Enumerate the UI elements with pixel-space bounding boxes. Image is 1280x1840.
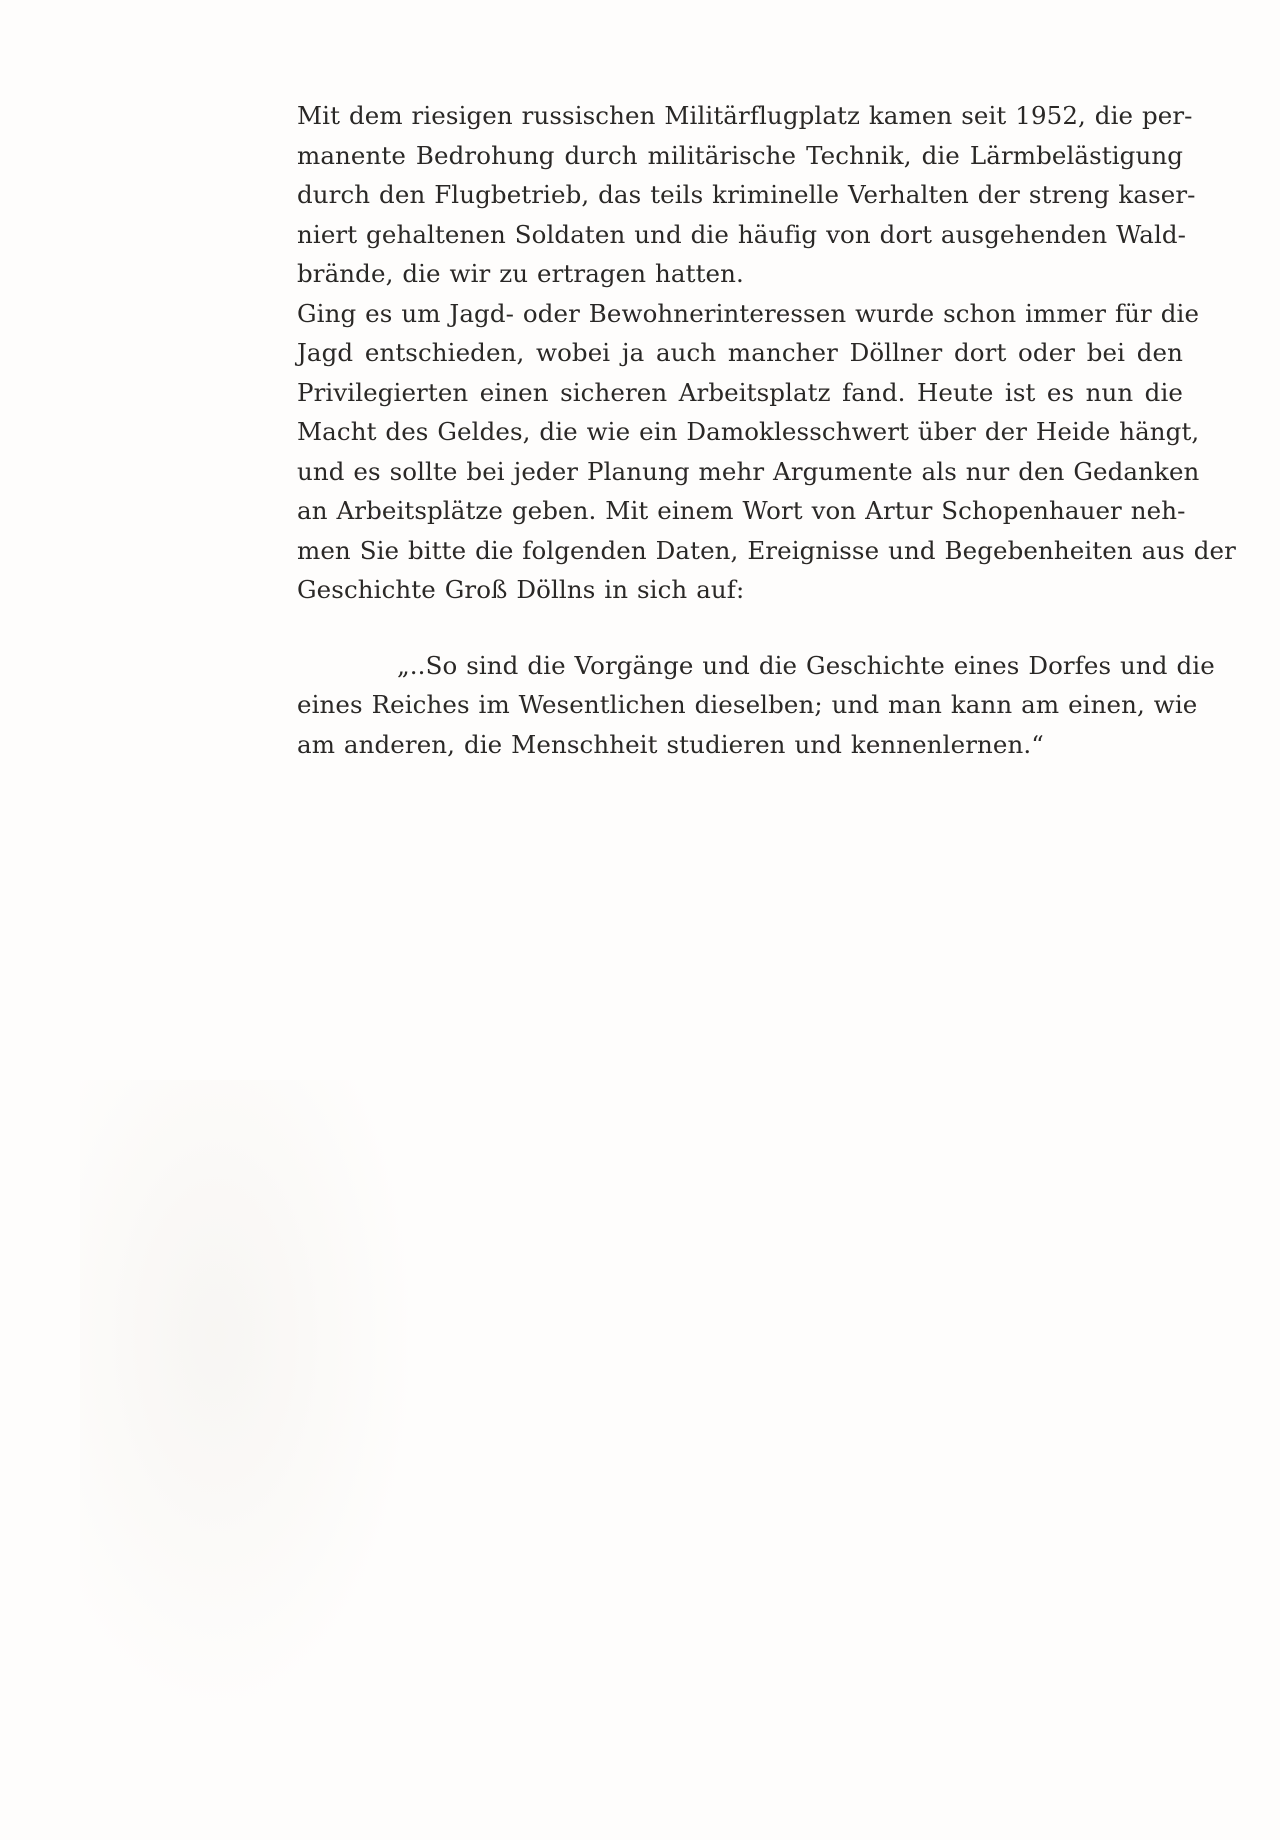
paragraph-airfield bbox=[297, 96, 1196, 294]
text-line: manente Bedrohung durch militärische Technik, die Lärmbelästigung bbox=[297, 140, 1183, 170]
text-line: Mit dem riesigen russischen Militärflugplatz kamen seit 1952, die per- bbox=[297, 101, 1193, 130]
text-line: brände, die wir zu ertragen hatten. bbox=[297, 259, 744, 288]
text-line: niert gehaltenen Soldaten und die häufig von dort ausgehenden Wald- bbox=[297, 219, 1187, 249]
text-line: Geschichte Groß Döllns in sich auf: bbox=[297, 575, 745, 604]
text-line: men Sie bitte die folgenden Daten, Ereignisse und Begebenheiten aus der bbox=[297, 535, 1236, 565]
text-line: und es sollte bei jeder Planung mehr Argumente als nur den Gedanken bbox=[297, 456, 1200, 486]
quote-line: eines Reiches im Wesentlichen dieselben; und man kann am einen, wie bbox=[297, 690, 1198, 719]
text-line: Macht des Geldes, die wie ein Damoklesschwert über der Heide hängt, bbox=[297, 417, 1200, 446]
paper-show-through bbox=[80, 1080, 420, 1720]
text-line: Jagd entschieden, wobei ja auch mancher Döllner dort oder bei den bbox=[297, 338, 1183, 367]
paragraph-spacer bbox=[297, 610, 1183, 646]
quote-line: am anderen, die Menschheit studieren und kennenlernen.“ bbox=[297, 729, 1044, 759]
schopenhauer-quote bbox=[297, 646, 1215, 765]
text-line: an Arbeitsplätze geben. Mit einem Wort von Artur Schopenhauer neh- bbox=[297, 496, 1186, 525]
paragraph-hunting bbox=[297, 294, 1236, 610]
text-line: Privilegierten einen sicheren Arbeitsplatz fand. Heute ist es nun die bbox=[297, 377, 1183, 407]
text-line: durch den Flugbetrieb, das teils kriminelle Verhalten der streng kaser- bbox=[297, 180, 1196, 209]
body-text bbox=[297, 96, 1236, 764]
text-line: Ging es um Jagd- oder Bewohnerinteressen wurde schon immer für die bbox=[297, 298, 1200, 328]
quote-line: „..So sind die Vorgänge und die Geschichte eines Dorfes und die bbox=[397, 650, 1215, 680]
